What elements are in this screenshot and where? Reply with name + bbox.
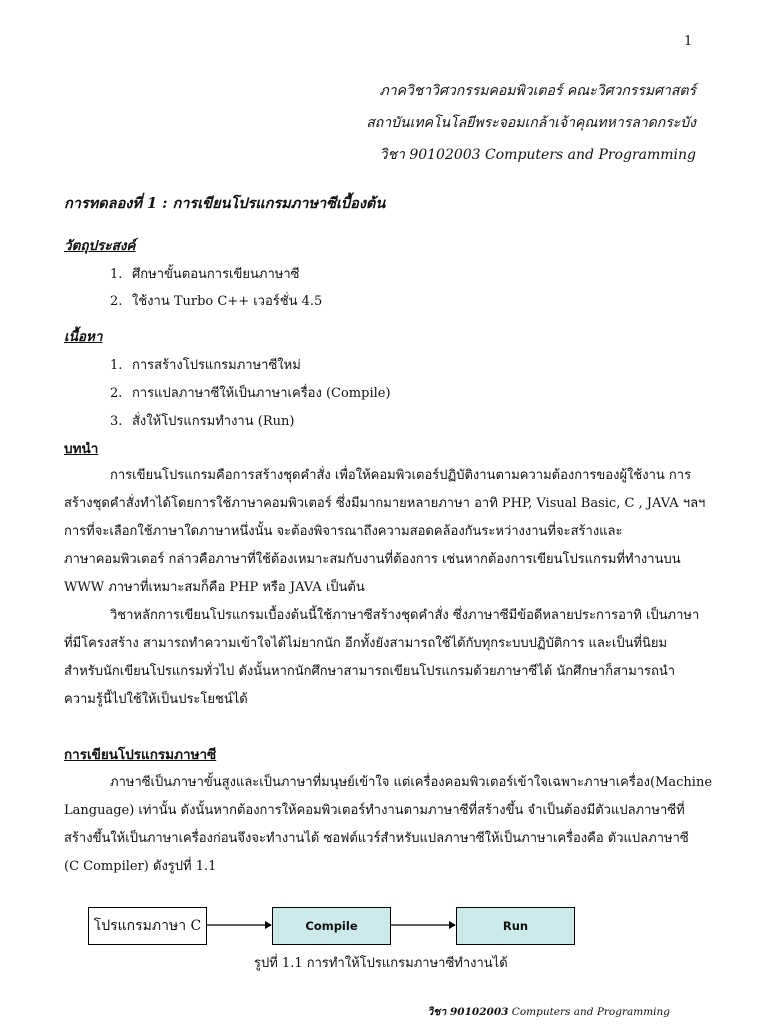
paragraph-line: การที่จะเลือกใช้ภาษาใดภาษาหนึ่งนั้น จะต้องพิจารณาถึงความสอดคล้องกันระหว่างงานที่จะสร้างและ [64, 524, 623, 539]
footer-course-name: Computers and Programming [511, 1006, 670, 1018]
paragraph-line: ที่มีโครงสร้าง สามารถทำความเข้าใจได้ไม่ยากนัก อีกทั้งยังสามารถใช้ได้กับทุกระบบปฏิบัติการ และเป็นที่นิยม [64, 636, 668, 651]
run-box [456, 907, 575, 945]
course-header: วิชา 90102003 Computers and Programming [379, 147, 696, 163]
paragraph-line: ภาษาซีเป็นภาษาขั้นสูงและเป็นภาษาที่มนุษย์เข้าใจ แต่เครื่องคอมพิวเตอร์เข้าใจเฉพาะภาษาเครื่อง(Machine [110, 775, 713, 790]
paragraph-line: ภาษาคอมพิวเตอร์ กล่าวคือภาษาที่ใช้ต้องเหมาะสมกับงานที่ต้องการ เช่นหากต้องการเขียนโปรแกรมที่ทำงานบน [64, 552, 681, 567]
compile-box [272, 907, 391, 945]
figure-caption: รูปที่ 1.1 การทำให้โปรแกรมภาษาซีทำงานได้ [254, 956, 508, 971]
paragraph-line: วิชาหลักการเขียนโปรแกรมเบื้องต้นนี้ใช้ภาษาซีสร้างชุดคำสั่ง ซึ่งภาษาซีมีข้อดีหลายประการอาทิ เป็นภาษา [110, 608, 700, 623]
list-number: 1. [110, 358, 123, 373]
list-text: สั่งให้โปรแกรมทำงาน (Run) [132, 414, 295, 429]
objectives-heading: วัตถุประสงค์ [64, 238, 136, 254]
paragraph-line: สำหรับนักเขียนโปรแกรมทั่วไป ดังนั้นหากนักศึกษาสามารถเขียนโปรแกรมด้วยภาษาซีได้ นักศึกษาก็สามารถนำ [64, 664, 676, 679]
footer-course-code: วิชา 90102003 [427, 1006, 509, 1018]
page-number: 1 [684, 34, 693, 49]
objective-item [110, 290, 322, 311]
experiment-title: การทดลองที่ 1 : การเขียนโปรแกรมภาษาซีเบื้องต้น [64, 195, 386, 212]
paragraph-line: ความรู้นี้ไปใช้ให้เป็นประโยชน์ได้ [64, 692, 248, 707]
paragraph-line: (C Compiler) ดังรูปที่ 1.1 [64, 859, 217, 874]
paragraph-line: สร้างขึ้นให้เป็นภาษาเครื่องก่อนจึงจะทำงานได้ ซอฟต์แวร์สำหรับแปลภาษาซีให้เป็นภาษาเครื่องคือ ตัวแปลภาษาซี [64, 831, 689, 846]
content-item [110, 410, 294, 431]
paragraph-line: สร้างชุดคำสั่งทำได้โดยการใช้ภาษาคอมพิวเตอร์ ซึ่งมีมากมายหลายภาษา อาทิ PHP, Visual Basic, C , JAVA ฯลฯ [64, 496, 706, 511]
department-header: ภาควิชาวิศวกรรมคอมพิวเตอร์ คณะวิศวกรรมศาสตร์ [379, 83, 696, 99]
paragraph-line: WWW ภาษาที่เหมาะสมก็คือ PHP หรือ JAVA เป็นต้น [64, 580, 365, 595]
list-number: 2. [110, 386, 123, 401]
box-label: Compile [305, 919, 358, 933]
list-text: ศึกษาขั้นตอนการเขียนภาษาซี [132, 267, 300, 282]
list-number: 2. [110, 294, 123, 309]
box-label: Run [502, 919, 529, 933]
institute-header: สถาบันเทคโนโลยีพระจอมเกล้าเจ้าคุณทหารลาดกระบัง [366, 115, 696, 131]
page-footer [427, 1003, 670, 1020]
contents-heading: เนื้อหา [64, 329, 103, 345]
list-number: 3. [110, 414, 123, 429]
intro-heading: บทนำ [64, 441, 99, 457]
arrow-right-icon [389, 915, 459, 935]
box-label: โปรแกรมภาษา C [93, 918, 202, 934]
list-text: การแปลภาษาซีให้เป็นภาษาเครื่อง (Compile) [132, 386, 391, 401]
objective-item [110, 263, 299, 284]
list-number: 1. [110, 267, 123, 282]
content-item [110, 354, 301, 375]
writing-heading: การเขียนโปรแกรมภาษาซี [64, 747, 217, 763]
paragraph-line: Language) เท่านั้น ดังนั้นหากต้องการให้คอมพิวเตอร์ทำงานตามภาษาซีที่สร้างขึ้น จำเป็นต้องมีตัวแปลภาษาซีที่ [64, 803, 685, 818]
arrow-right-icon [205, 915, 275, 935]
source-program-box [88, 907, 207, 945]
paragraph-line: การเขียนโปรแกรมคือการสร้างชุดคำสั่ง เพื่อให้คอมพิวเตอร์ปฏิบัติงานตามความต้องการของผู้ใช้งาน การ [110, 468, 692, 483]
list-text: ใช้งาน Turbo C++ เวอร์ชั่น 4.5 [132, 294, 323, 309]
content-item [110, 382, 391, 403]
list-text: การสร้างโปรแกรมภาษาซีใหม่ [132, 358, 301, 373]
